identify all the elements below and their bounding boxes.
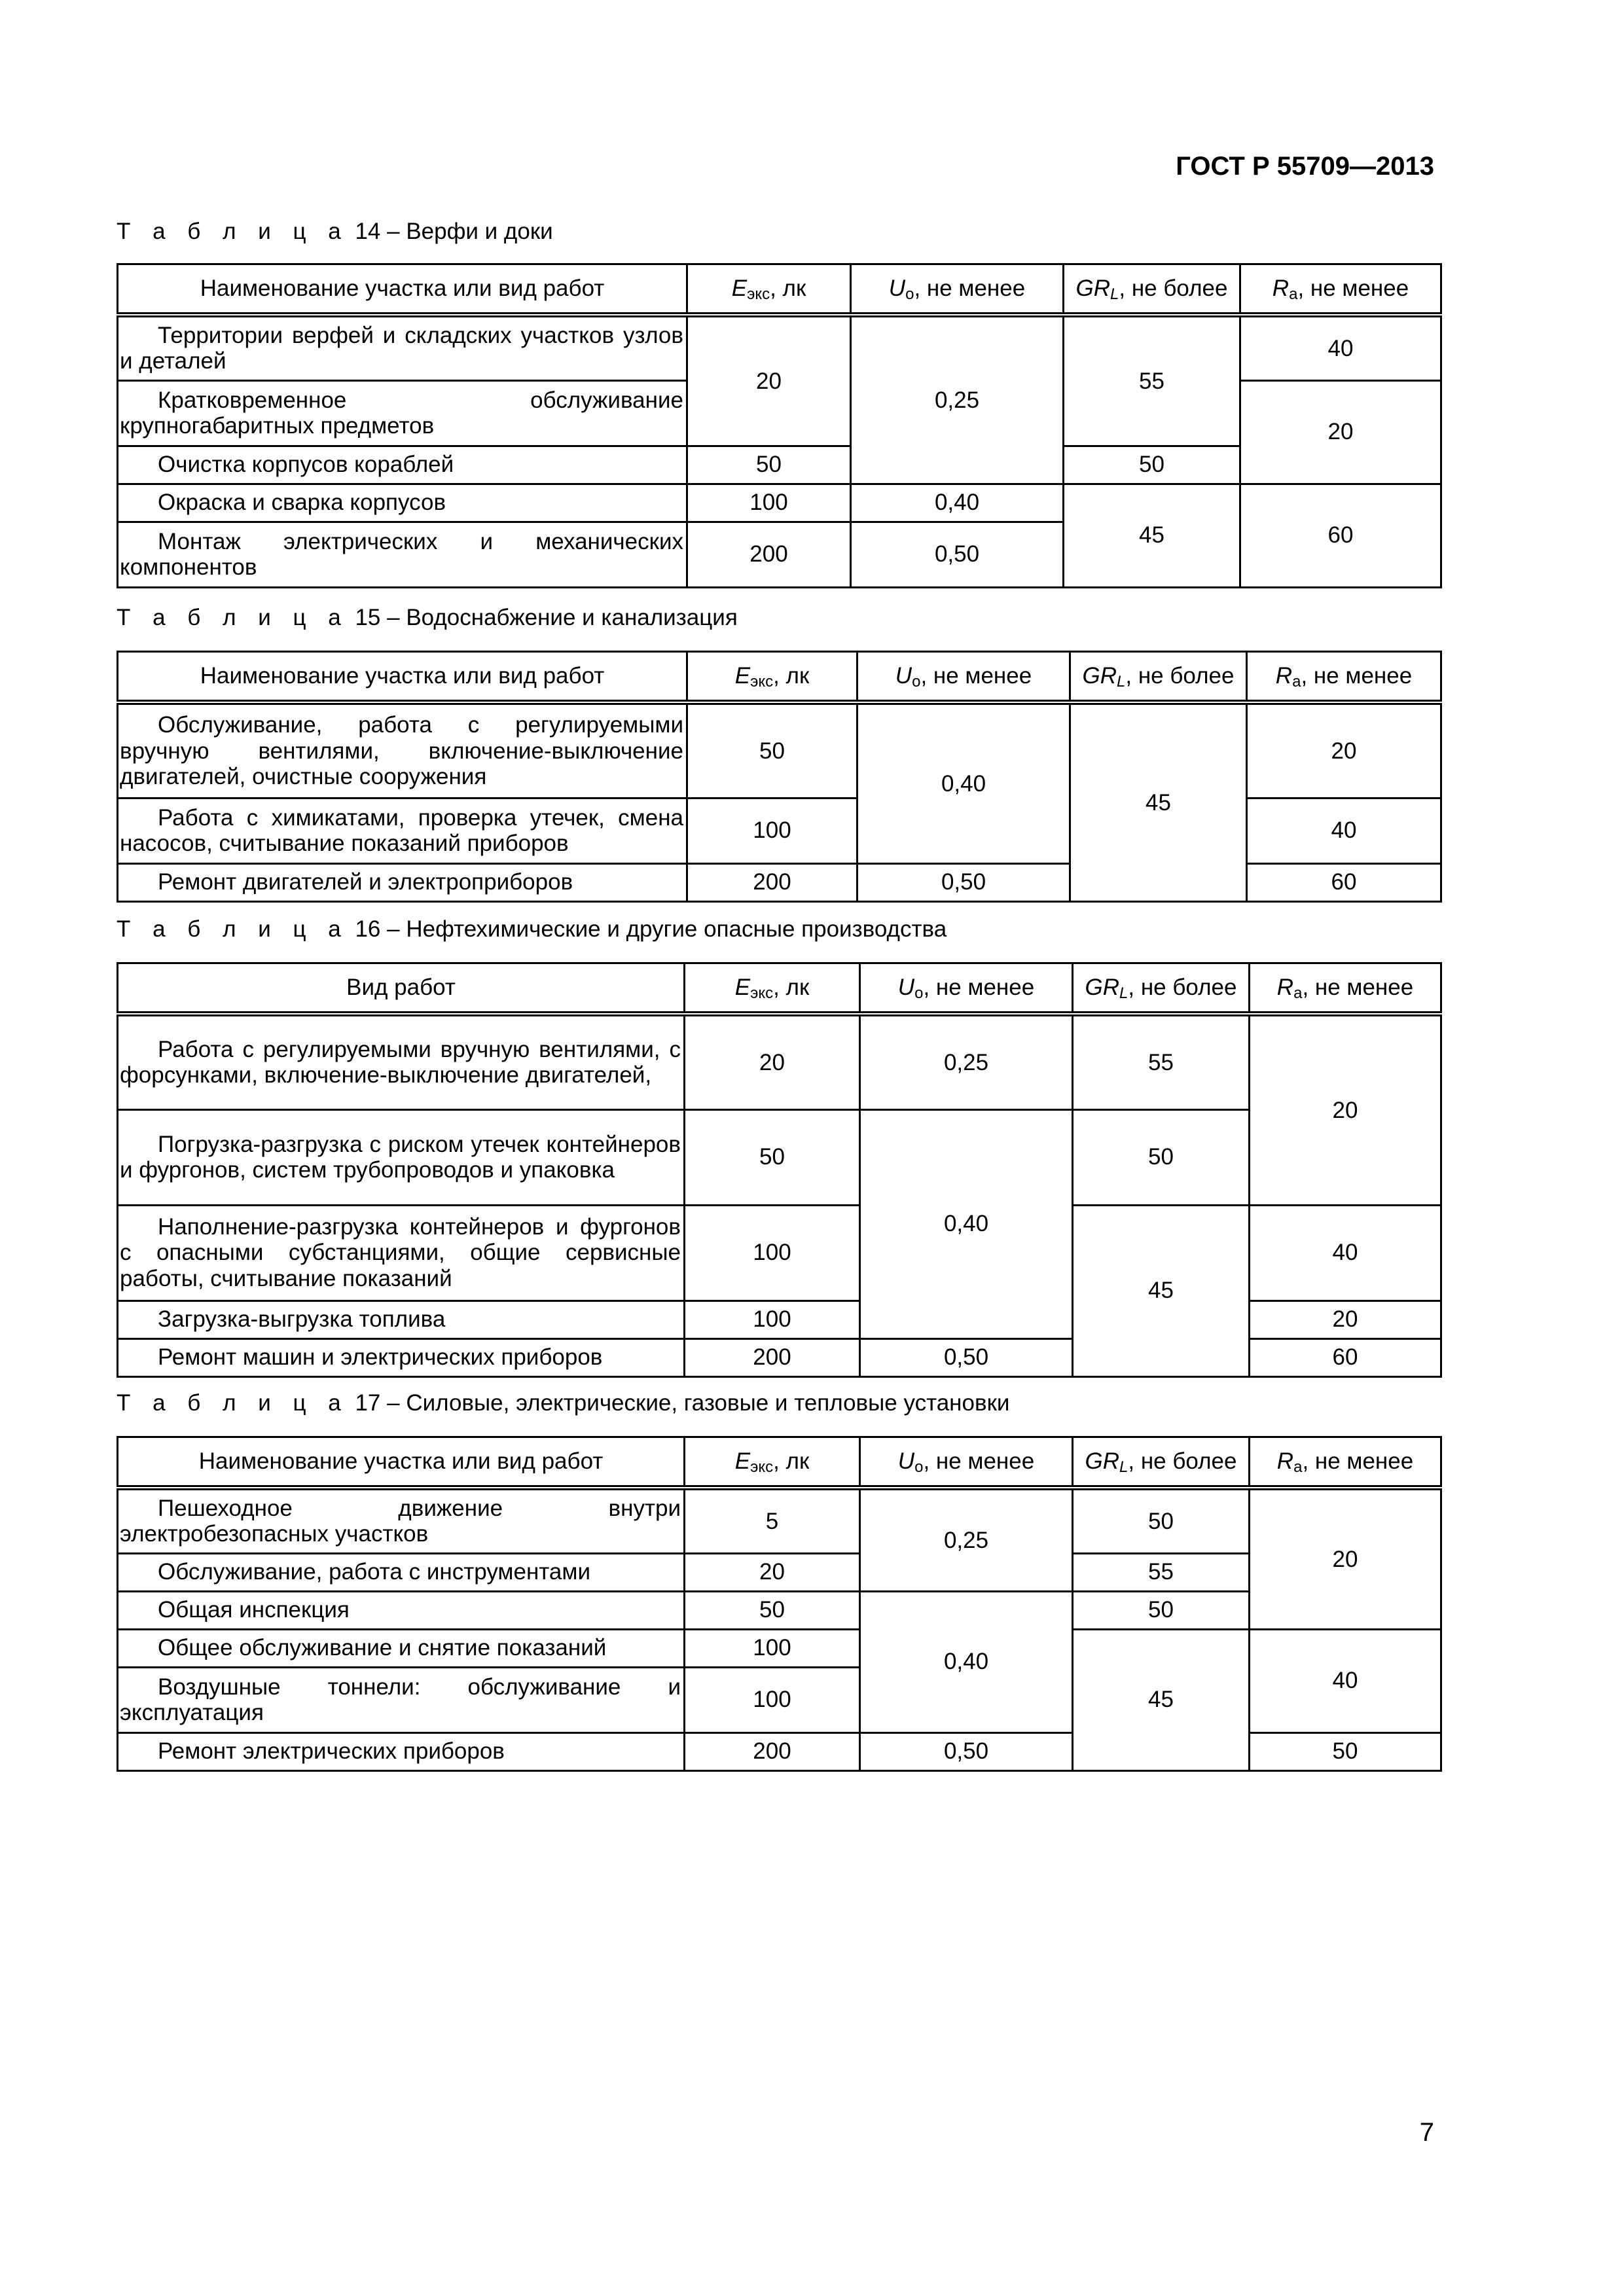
header-name: Вид работ: [118, 963, 685, 1014]
row-name: Загрузка-выгрузка топлива: [118, 1300, 685, 1338]
cell-e: 50: [685, 1591, 860, 1629]
table-header-row: [118, 264, 1441, 315]
row-name: Работа с регулируемыми вручную вентилями, с форсунками, включение-выключение двигателей,: [118, 1014, 685, 1109]
header-color-rendering: $R_a$, не менее: [1250, 1437, 1441, 1488]
cell-u: 0,50: [857, 863, 1070, 901]
table-14: [117, 263, 1442, 588]
header-glare: $GR_L$, не более: [1064, 264, 1240, 315]
cell-e: 100: [687, 484, 851, 522]
cell-gr: 55: [1064, 315, 1240, 446]
cell-u: 0,40: [860, 1591, 1073, 1732]
cell-r: 20: [1240, 380, 1441, 484]
header-uniformity: $U_o$, не менее: [860, 963, 1073, 1014]
cell-r: 60: [1247, 863, 1441, 901]
cell-e: 20: [685, 1553, 860, 1591]
header-uniformity: $U_o$, не менее: [860, 1437, 1073, 1488]
cell-e: 100: [685, 1300, 860, 1338]
header-illuminance: $E_{экс}$, лк: [685, 963, 860, 1014]
cell-r: 20: [1247, 702, 1441, 798]
cell-u: 0,50: [860, 1732, 1073, 1770]
row-name: Очистка корпусов кораблей: [118, 446, 687, 484]
row-name: Ремонт двигателей и электроприборов: [118, 863, 687, 901]
table-row: [118, 1488, 1441, 1553]
cell-u: 0,25: [860, 1488, 1073, 1591]
cell-u: 0,25: [851, 315, 1064, 484]
table-row: [118, 702, 1441, 798]
table-14-caption: Т а б л и ц а 14 – Верфи и доки: [117, 219, 553, 244]
cell-r: 40: [1250, 1205, 1441, 1300]
table-15: [117, 651, 1442, 903]
row-name: Ремонт электрических приборов: [118, 1732, 685, 1770]
cell-r: 50: [1250, 1732, 1441, 1770]
cell-r: 40: [1250, 1629, 1441, 1732]
cell-gr: 50: [1073, 1591, 1250, 1629]
table-16-caption: Т а б л и ц а 16 – Нефтехимические и другие опасные производства: [117, 916, 947, 942]
row-name: Монтаж электрических и механических компонентов: [118, 522, 687, 587]
header-illuminance: $E_{экс}$, лк: [685, 1437, 860, 1488]
row-name: Погрузка-разгрузка с риском утечек контейнеров и фургонов, систем трубопроводов и упаковка: [118, 1109, 685, 1205]
cell-e: 50: [685, 1109, 860, 1205]
table-17-caption: Т а б л и ц а 17 – Силовые, электрические, газовые и тепловые установки: [117, 1390, 1010, 1416]
header-glare: $GR_L$, не более: [1070, 652, 1247, 703]
table-16: [117, 962, 1442, 1378]
header-color-rendering: $R_a$, не менее: [1240, 264, 1441, 315]
cell-e: 100: [685, 1629, 860, 1667]
cell-e: 200: [685, 1338, 860, 1376]
row-name: Пешеходное движение внутри электробезопасных участков: [118, 1488, 685, 1553]
cell-e: 100: [685, 1667, 860, 1732]
cell-gr: 45: [1064, 484, 1240, 587]
document-code: ГОСТ Р 55709—2013: [1176, 152, 1434, 181]
cell-e: 50: [687, 702, 857, 798]
table-header-row: [118, 652, 1441, 703]
cell-e: 200: [687, 522, 851, 587]
cell-r: 60: [1240, 484, 1441, 587]
cell-gr: 50: [1064, 446, 1240, 484]
table-row: [118, 1109, 1441, 1205]
header-uniformity: $U_o$, не менее: [857, 652, 1070, 703]
cell-gr: 45: [1070, 702, 1247, 901]
cell-e: 50: [687, 446, 851, 484]
header-color-rendering: $R_a$, не менее: [1247, 652, 1441, 703]
cell-r: 20: [1250, 1014, 1441, 1205]
table-row: [118, 484, 1441, 522]
cell-e: 200: [685, 1732, 860, 1770]
cell-e: 20: [687, 315, 851, 446]
cell-u: 0,50: [851, 522, 1064, 587]
cell-r: 40: [1247, 798, 1441, 863]
cell-u: 0,40: [860, 1109, 1073, 1338]
cell-u: 0,50: [860, 1338, 1073, 1376]
cell-gr: 55: [1073, 1553, 1250, 1591]
table-row: [118, 1591, 1441, 1629]
row-name: Наполнение-разгрузка контейнеров и фургонов с опасными субстанциями, общие сервисные работы, считывание показаний: [118, 1205, 685, 1300]
cell-r: 20: [1250, 1300, 1441, 1338]
table-row: [118, 1553, 1441, 1591]
row-name: Общая инспекция: [118, 1591, 685, 1629]
header-name: Наименование участка или вид работ: [118, 652, 687, 703]
header-uniformity: $U_o$, не менее: [851, 264, 1064, 315]
cell-e: 100: [685, 1205, 860, 1300]
table-row: [118, 1014, 1441, 1109]
table-row: [118, 315, 1441, 380]
row-name: Обслуживание, работа с регулируемыми вручную вентилями, включение-выключение двигателей, очистные сооружения: [118, 702, 687, 798]
header-glare: $GR_L$, не более: [1073, 963, 1250, 1014]
cell-e: 200: [687, 863, 857, 901]
table-header-row: [118, 963, 1441, 1014]
row-name: Общее обслуживание и снятие показаний: [118, 1629, 685, 1667]
table-header-row: [118, 1437, 1441, 1488]
row-name: Работа с химикатами, проверка утечек, смена насосов, считывание показаний приборов: [118, 798, 687, 863]
table-15-caption: Т а б л и ц а 15 – Водоснабжение и канализация: [117, 605, 738, 630]
table-row: [118, 1205, 1441, 1300]
header-illuminance: $E_{экс}$, лк: [687, 652, 857, 703]
cell-gr: 50: [1073, 1488, 1250, 1553]
cell-e: 5: [685, 1488, 860, 1553]
cell-u: 0,40: [857, 702, 1070, 863]
row-name: Ремонт машин и электрических приборов: [118, 1338, 685, 1376]
cell-r: 20: [1250, 1488, 1441, 1629]
header-illuminance: $E_{экс}$, лк: [687, 264, 851, 315]
cell-e: 20: [685, 1014, 860, 1109]
cell-gr: 50: [1073, 1109, 1250, 1205]
cell-u: 0,25: [860, 1014, 1073, 1109]
cell-r: 60: [1250, 1338, 1441, 1376]
cell-gr: 45: [1073, 1629, 1250, 1770]
cell-gr: 55: [1073, 1014, 1250, 1109]
table-17: [117, 1436, 1442, 1772]
cell-r: 40: [1240, 315, 1441, 380]
row-name: Окраска и сварка корпусов: [118, 484, 687, 522]
cell-u: 0,40: [851, 484, 1064, 522]
header-glare: $GR_L$, не более: [1073, 1437, 1250, 1488]
header-name: Наименование участка или вид работ: [118, 1437, 685, 1488]
cell-e: 100: [687, 798, 857, 863]
cell-gr: 45: [1073, 1205, 1250, 1376]
row-name: Кратковременное обслуживание крупногабаритных предметов: [118, 380, 687, 446]
page-number: 7: [1419, 2118, 1434, 2147]
table-row: [118, 1629, 1441, 1667]
header-name: Наименование участка или вид работ: [118, 264, 687, 315]
header-color-rendering: $R_a$, не менее: [1250, 963, 1441, 1014]
row-name: Воздушные тоннели: обслуживание и эксплуатация: [118, 1667, 685, 1732]
row-name: Обслуживание, работа с инструментами: [118, 1553, 685, 1591]
row-name: Территории верфей и складских участков узлов и деталей: [118, 315, 687, 380]
